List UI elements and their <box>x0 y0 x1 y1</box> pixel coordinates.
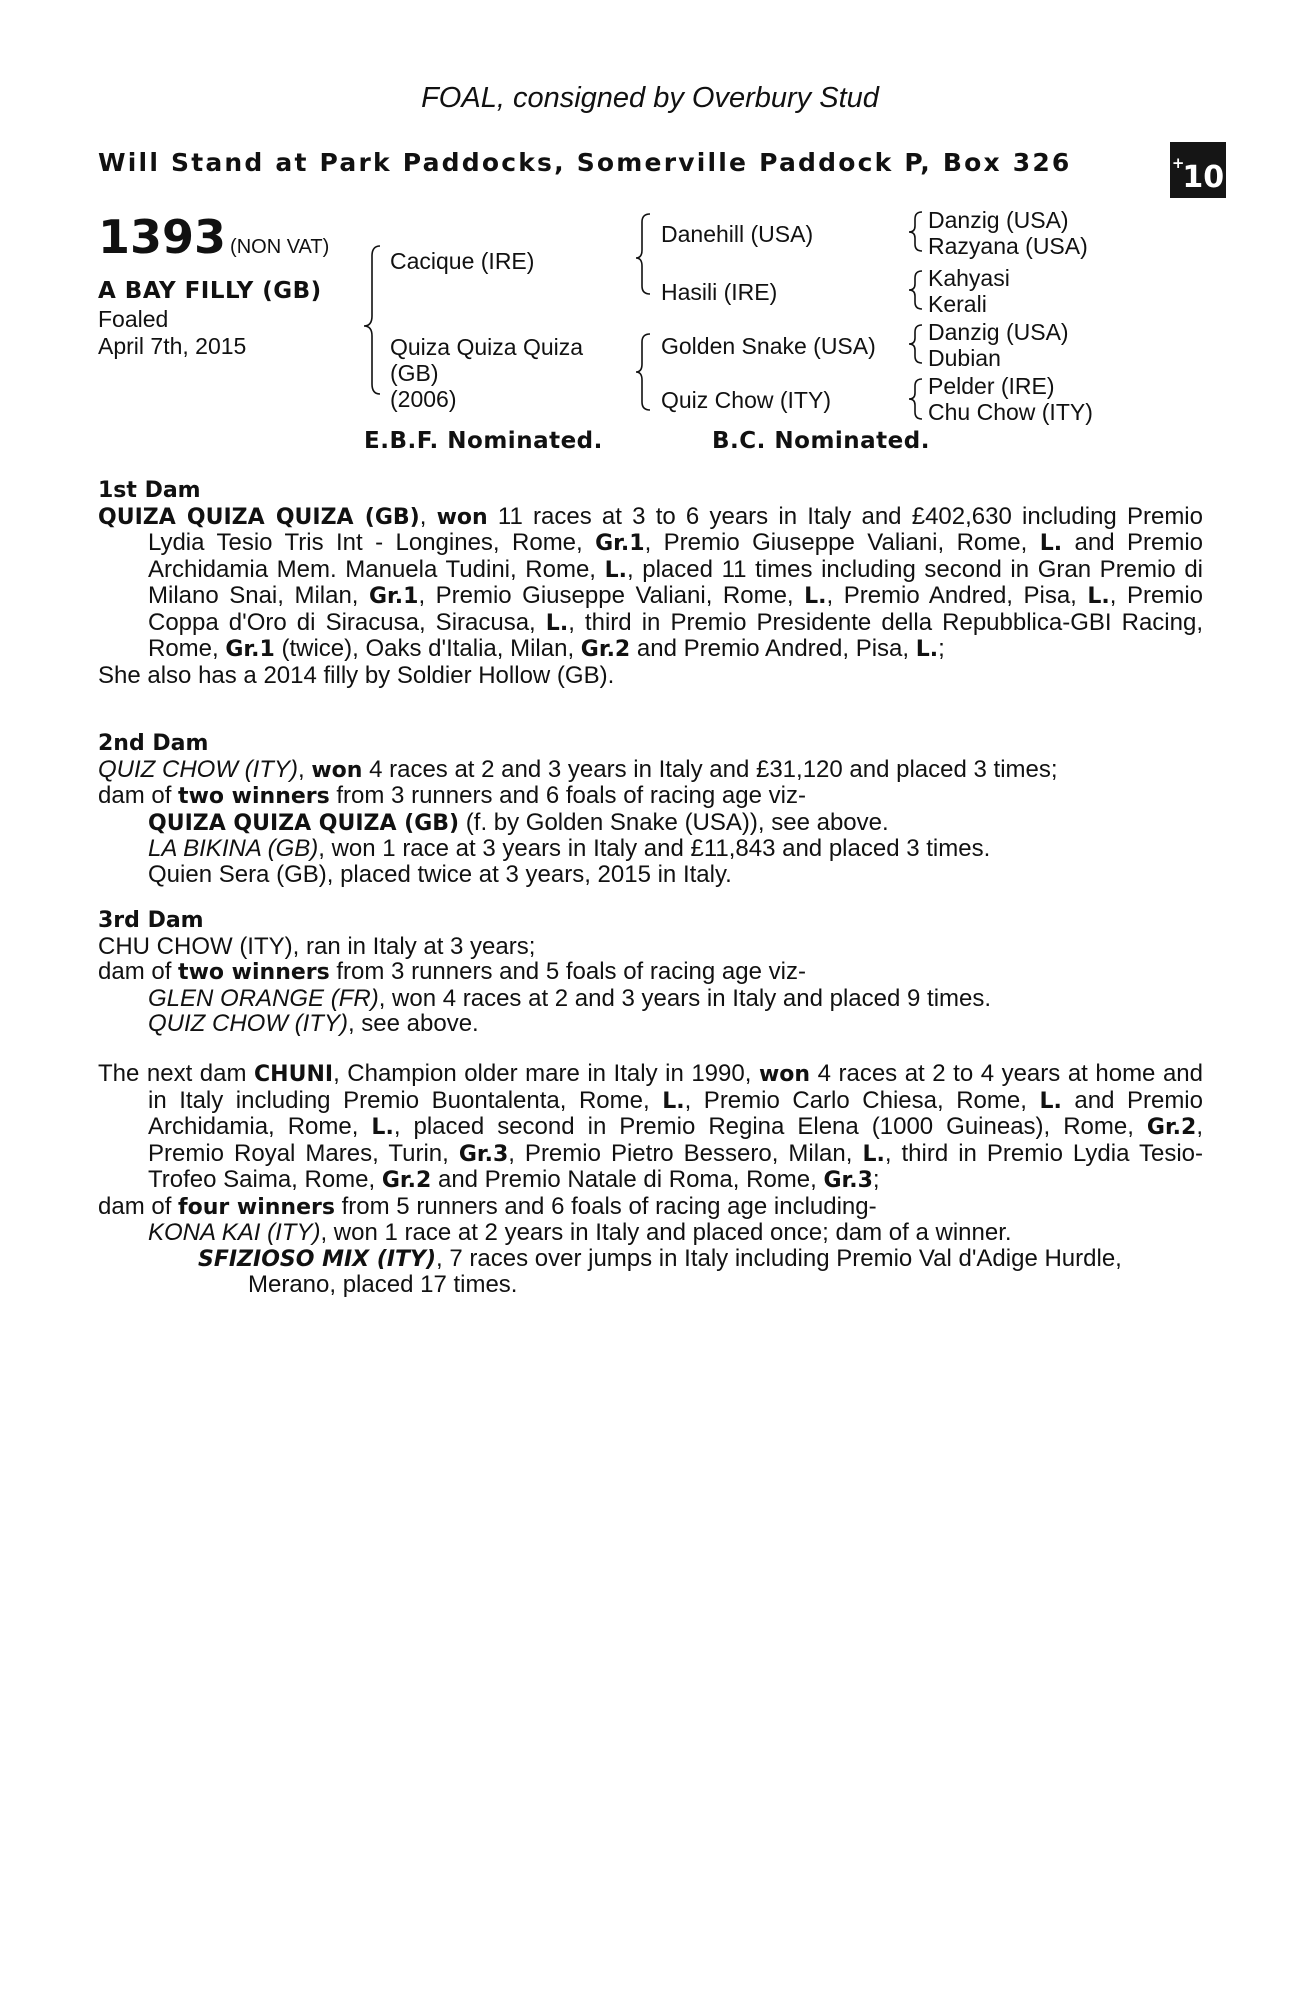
next-dam-produce: dam of four winners from 5 runners and 6 foals of racing age including- <box>98 1192 877 1220</box>
second-dam-produce: dam of two winners from 3 runners and 6 foals of racing age viz- <box>98 782 806 809</box>
second-dam-offspring: LA BIKINA (GB), won 1 race at 3 years in Italy and £11,843 and placed 3 times. <box>148 835 991 862</box>
first-dam-heading: 1st Dam <box>98 478 201 503</box>
pedigree-dss: Danzig (USA) <box>928 319 1069 345</box>
next-dam-section <box>98 1061 1203 1298</box>
third-dam-offspring: QUIZ CHOW (ITY), see above. <box>148 1010 479 1037</box>
pedigree-sire: Cacique (IRE) <box>390 248 535 274</box>
horse-description: A BAY FILLY (GB) <box>98 278 322 304</box>
first-dam-note: She also has a 2014 filly by Soldier Hollow (GB). <box>98 661 615 689</box>
pedigree-dam-sire: Golden Snake (USA) <box>661 333 876 359</box>
second-dam-heading: 2nd Dam <box>98 731 209 756</box>
vat-status: (NON VAT) <box>230 236 330 258</box>
bc-nominated: B.C. Nominated. <box>712 428 930 454</box>
pedigree-sire-sire: Danehill (USA) <box>661 221 814 247</box>
pedigree-ddd: Chu Chow (ITY) <box>928 399 1093 425</box>
pedigree-sss: Danzig (USA) <box>928 207 1069 233</box>
third-dam-produce: dam of two winners from 3 runners and 5 foals of racing age viz- <box>98 958 806 985</box>
pedigree-dam-dam: Quiz Chow (ITY) <box>661 387 831 413</box>
pedigree-dsd: Dubian <box>928 345 1001 371</box>
next-dam-record: The next dam CHUNI, Champion older mare in Italy in 1990, won 4 races at 2 to 4 years at home and in Italy including Premio Buontalenta, Rome, L., Premio Carlo Chiesa, Rome, L. and Premio Archidamia, Rome, L., placed second in Premio Regina Elena (1000 Guineas), Rome, Gr.2, Premio Royal Mares, Turin, Gr.3, Premio Pietro Bessero, Milan, L., third in Premio Lydia Tesio-Trofeo Saima, Rome, Gr.2 and Premio Natale di Roma, Rome, Gr.3; <box>98 1060 1204 1193</box>
first-dam-section <box>98 478 1203 688</box>
second-dam-section <box>98 731 1203 887</box>
pedigree-sire-dam: Hasili (IRE) <box>661 279 778 305</box>
third-dam-offspring: GLEN ORANGE (FR), won 4 races at 2 and 3 years in Italy and placed 9 times. <box>148 984 992 1012</box>
third-dam-heading: 3rd Dam <box>98 908 204 933</box>
foaled-date: Foaled April 7th, 2015 <box>98 306 247 359</box>
next-dam-grand-offspring-cont: Merano, placed 17 times. <box>248 1271 518 1298</box>
lot-number: 1393 (NON VAT) <box>98 210 330 264</box>
second-dam-record: QUIZ CHOW (ITY), won 4 races at 2 and 3 years in Italy and £31,120 and placed 3 times; <box>98 755 1058 783</box>
ebf-nominated: E.B.F. Nominated. <box>364 428 603 454</box>
next-dam-offspring: KONA KAI (ITY), won 1 race at 2 years in Italy and placed once; dam of a winner. <box>148 1219 1012 1246</box>
pedigree-dam: Quiza Quiza Quiza (GB) (2006) <box>390 334 584 412</box>
next-dam-grand-offspring: SFIZIOSO MIX (ITY), 7 races over jumps in Italy including Premio Val d'Adige Hurdle, <box>198 1244 1122 1272</box>
second-dam-offspring: QUIZA QUIZA QUIZA (GB) (f. by Golden Snake (USA)), see above. <box>148 808 889 836</box>
third-dam-section <box>98 908 1203 1037</box>
second-dam-offspring: Quien Sera (GB), placed twice at 3 years, 2015 in Italy. <box>148 860 732 888</box>
first-dam-record: QUIZA QUIZA QUIZA (GB), won 11 races at 3 to 6 years in Italy and £402,630 including Premio Lydia Tesio Tris Int - Longines, Rome, Gr.1, Premio Giuseppe Valiani, Rome, L. and Premio Archidamia Mem. Manuela Tudini, Rome, L., placed 11 times including second in Gran Premio di Milano Snai, Milan, Gr.1, Premio Giuseppe Valiani, Rome, L., Premio Andred, Pisa, L., Premio Coppa d'Oro di Siracusa, Siracusa, L., third in Premio Presidente della Repubblica-GBI Racing, Rome, Gr.1 (twice), Oaks d'Italia, Milan, Gr.2 and Premio Andred, Pisa, L.; <box>98 502 1203 662</box>
pedigree-braces <box>0 0 1314 460</box>
pedigree-ssd: Razyana (USA) <box>928 233 1088 259</box>
consignment-title: FOAL, consigned by Overbury Stud <box>421 82 879 114</box>
stand-location: Will Stand at Park Paddocks, Somerville Paddock P, Box 326 <box>98 148 1072 177</box>
pedigree-dds: Pelder (IRE) <box>928 373 1055 399</box>
pedigree-sdd: Kerali <box>928 291 987 317</box>
third-dam-record: CHU CHOW (ITY), ran in Italy at 3 years; <box>98 932 536 960</box>
tattersalls-plus-ten-badge: +10 <box>1170 142 1226 198</box>
pedigree-sds: Kahyasi <box>928 265 1010 291</box>
